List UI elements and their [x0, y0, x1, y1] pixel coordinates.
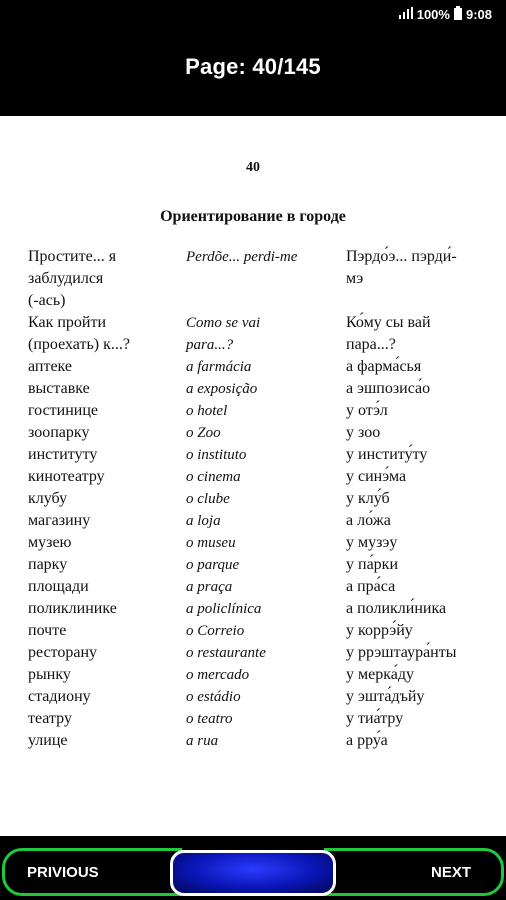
transcription-text-line: у клу́б	[346, 490, 390, 507]
phrase-row	[28, 598, 488, 620]
russian-text-line: (-ась)	[28, 292, 66, 309]
portuguese-text	[186, 466, 346, 488]
russian-text	[28, 356, 186, 378]
portuguese-text	[186, 510, 346, 532]
portuguese-text-line: o parque	[186, 557, 240, 573]
russian-text-line: зоопарку	[28, 424, 90, 441]
portuguese-text	[186, 444, 346, 466]
transcription-text	[346, 730, 488, 752]
russian-text-line: (проехать) к...?	[28, 336, 130, 353]
portuguese-text-line: o instituto	[186, 447, 247, 463]
russian-text	[28, 532, 186, 554]
transcription-text	[346, 400, 488, 422]
russian-text	[28, 576, 186, 598]
transcription-text	[346, 444, 488, 466]
transcription-text-line: у музэу	[346, 534, 398, 551]
transcription-text	[346, 312, 488, 356]
battery-icon	[454, 6, 462, 23]
phrase-row	[28, 488, 488, 510]
russian-text-line: улице	[28, 732, 68, 749]
phrase-row	[28, 422, 488, 444]
transcription-text-line: пара...?	[346, 336, 396, 353]
next-button[interactable]: NEXT	[324, 848, 504, 896]
russian-text-line: кинотеатру	[28, 468, 105, 485]
transcription-text	[346, 466, 488, 488]
transcription-text	[346, 664, 488, 686]
portuguese-text-line: a praça	[186, 579, 233, 595]
transcription-text-line: у эшта́дъйу	[346, 688, 425, 705]
russian-text-line: Простите... я	[28, 248, 117, 265]
russian-text	[28, 422, 186, 444]
russian-text-line: заблудился	[28, 270, 104, 287]
portuguese-text	[186, 620, 346, 642]
phrase-row	[28, 576, 488, 598]
russian-text-line: магазину	[28, 512, 91, 529]
transcription-text-line: у институ́ту	[346, 446, 428, 463]
russian-text	[28, 598, 186, 620]
russian-text-line: аптеке	[28, 358, 73, 375]
phrase-row	[28, 554, 488, 576]
portuguese-text	[186, 422, 346, 444]
section-heading: Ориентирование в городе	[160, 208, 346, 225]
phrase-row	[28, 312, 488, 356]
russian-text	[28, 554, 186, 576]
phrase-row	[28, 356, 488, 378]
phrase-row	[28, 620, 488, 642]
portuguese-text	[186, 356, 346, 378]
russian-text-line: гостинице	[28, 402, 99, 419]
transcription-text	[346, 554, 488, 576]
russian-text-line: почте	[28, 622, 67, 639]
portuguese-text-line: a rua	[186, 733, 219, 749]
transcription-text	[346, 488, 488, 510]
portuguese-text	[186, 576, 346, 598]
portuguese-text	[186, 708, 346, 730]
russian-text	[28, 708, 186, 730]
portuguese-text	[186, 642, 346, 664]
clock: 9:08	[465, 7, 492, 22]
portuguese-text	[186, 554, 346, 576]
portuguese-text	[186, 730, 346, 752]
phrase-row	[28, 444, 488, 466]
transcription-text-line: а эшпозиса́о	[346, 380, 431, 397]
transcription-text-line: у тиа́тру	[346, 710, 404, 727]
transcription-text-line: а ло́жа	[346, 512, 391, 529]
portuguese-text-line: o cinema	[186, 469, 241, 485]
russian-text	[28, 686, 186, 708]
phrase-row	[28, 686, 488, 708]
phrase-row	[28, 532, 488, 554]
portuguese-text	[186, 488, 346, 510]
transcription-text	[346, 246, 488, 312]
russian-text	[28, 400, 186, 422]
phrase-row	[28, 400, 488, 422]
transcription-text-line: у синэ́ма	[346, 468, 407, 485]
russian-text-line: клубу	[28, 490, 68, 507]
portuguese-text-line: a loja	[186, 513, 221, 529]
transcription-text-line: а фарма́сья	[346, 358, 422, 375]
portuguese-text-line: o Zoo	[186, 425, 221, 441]
phrase-row	[28, 642, 488, 664]
portuguese-text-line: o restaurante	[186, 645, 266, 661]
phrase-row	[28, 466, 488, 488]
russian-text-line: Как пройти	[28, 314, 107, 331]
transcription-text	[346, 378, 488, 400]
russian-text	[28, 378, 186, 400]
page-indicator: Page: 40/145	[185, 54, 321, 79]
footer-nav	[0, 836, 506, 900]
russian-text	[28, 730, 186, 752]
transcription-text-line: у па́рки	[346, 556, 398, 573]
transcription-text-line: у отэ́л	[346, 402, 388, 419]
russian-text-line: стадиону	[28, 688, 91, 705]
document-page[interactable]	[0, 116, 506, 836]
transcription-text-line: у зоо	[346, 424, 381, 441]
transcription-text-line: мэ	[346, 270, 364, 287]
transcription-text	[346, 686, 488, 708]
phrase-row	[28, 246, 488, 312]
portuguese-text-line: o clube	[186, 491, 230, 507]
transcription-text-line: а пра́са	[346, 578, 396, 595]
transcription-text-line: Ко́му сы вай	[346, 314, 431, 331]
portuguese-text	[186, 598, 346, 620]
transcription-text-line: Пэрдо́э... пэрди́-	[346, 248, 457, 265]
portuguese-text	[186, 312, 346, 356]
russian-text	[28, 664, 186, 686]
russian-text-line: поликлинике	[28, 600, 117, 617]
russian-text-line: парку	[28, 556, 68, 573]
page-number: 40	[246, 160, 260, 175]
center-button[interactable]	[170, 850, 336, 896]
transcription-text-line: у коррэ́йу	[346, 622, 413, 639]
portuguese-text	[186, 664, 346, 686]
russian-text	[28, 444, 186, 466]
phrase-table	[28, 246, 488, 752]
top-bar	[0, 0, 506, 116]
portuguese-text-line: Como se vai	[186, 315, 261, 331]
russian-text	[28, 312, 186, 356]
portuguese-text-line: o Correio	[186, 623, 245, 639]
portuguese-text-line: Perdõe... perdi-me	[186, 249, 298, 265]
transcription-text	[346, 708, 488, 730]
russian-text-line: театру	[28, 710, 72, 727]
russian-text-line: выставке	[28, 380, 90, 397]
portuguese-text	[186, 532, 346, 554]
status-bar	[399, 6, 492, 23]
battery-percent: 100%	[416, 7, 450, 22]
portuguese-text-line: a farmácia	[186, 359, 252, 375]
portuguese-text	[186, 400, 346, 422]
phrase-row	[28, 510, 488, 532]
transcription-text	[346, 532, 488, 554]
russian-text-line: ресторану	[28, 644, 98, 661]
russian-text	[28, 620, 186, 642]
russian-text	[28, 642, 186, 664]
portuguese-text	[186, 686, 346, 708]
phrase-row	[28, 378, 488, 400]
transcription-text-line: а рру́а	[346, 732, 388, 749]
portuguese-text-line: a policlínica	[186, 601, 262, 617]
portuguese-text-line: o teatro	[186, 711, 233, 727]
portuguese-text-line: a exposição	[186, 381, 258, 397]
russian-text-line: рынку	[28, 666, 71, 683]
phrase-row	[28, 664, 488, 686]
russian-text	[28, 488, 186, 510]
transcription-text-line: а поликли́ника	[346, 600, 447, 617]
russian-text	[28, 510, 186, 532]
transcription-text	[346, 576, 488, 598]
transcription-text-line: у мерка́ду	[346, 666, 414, 683]
portuguese-text-line: o mercado	[186, 667, 250, 683]
portuguese-text-line: para...?	[186, 337, 234, 353]
russian-text-line: музею	[28, 534, 72, 551]
portuguese-text	[186, 246, 346, 312]
russian-text	[28, 466, 186, 488]
transcription-text	[346, 598, 488, 620]
transcription-text	[346, 620, 488, 642]
transcription-text	[346, 356, 488, 378]
portuguese-text-line: o hotel	[186, 403, 228, 419]
previous-button[interactable]: PRIVIOUS	[2, 848, 182, 896]
phrase-row	[28, 730, 488, 752]
russian-text	[28, 246, 186, 312]
phrase-row	[28, 708, 488, 730]
transcription-text	[346, 510, 488, 532]
transcription-text-line: у ррэштаура́нты	[346, 644, 457, 661]
transcription-text	[346, 642, 488, 664]
russian-text-line: площади	[28, 578, 89, 595]
portuguese-text	[186, 378, 346, 400]
portuguese-text-line: o museu	[186, 535, 236, 551]
transcription-text	[346, 422, 488, 444]
russian-text-line: институту	[28, 446, 98, 463]
portuguese-text-line: o estádio	[186, 689, 241, 705]
signal-icon	[399, 7, 413, 22]
